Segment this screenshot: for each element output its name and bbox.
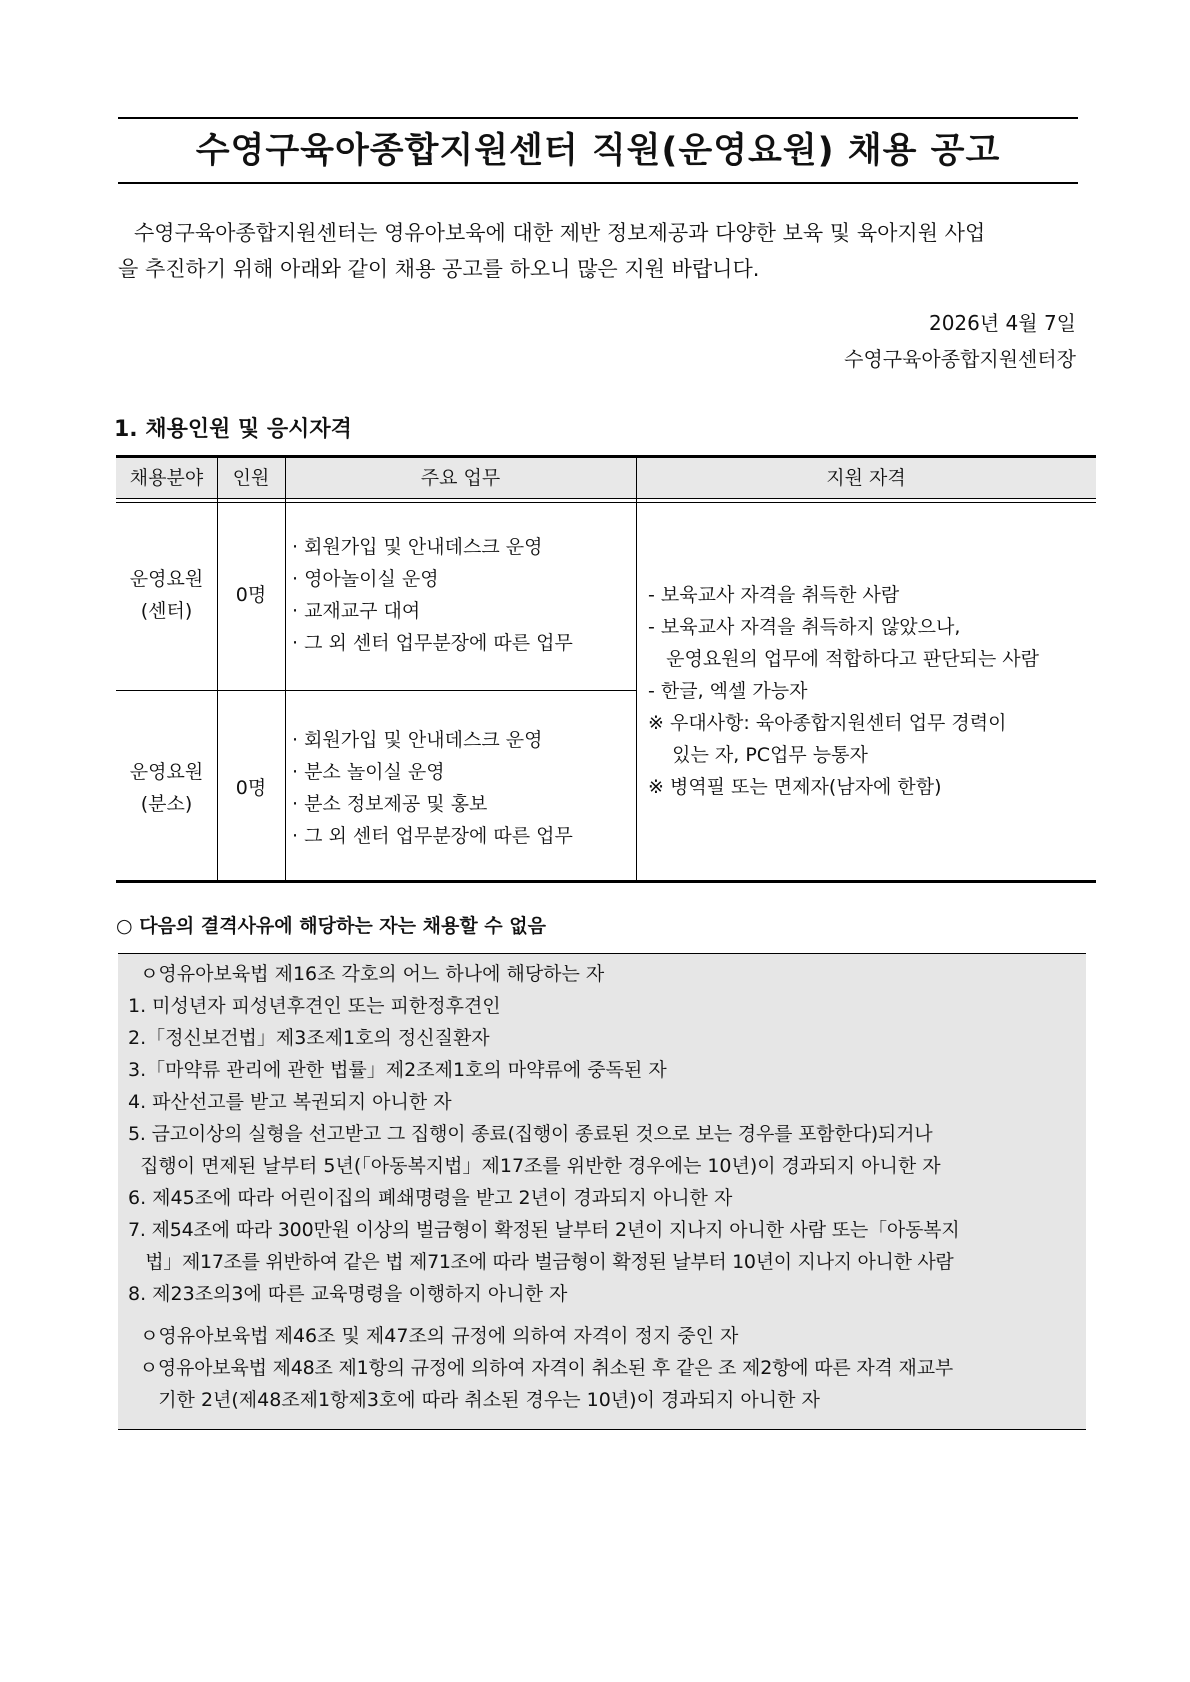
disq-item: ㅇ영유아보육법 제46조 및 제47조의 규정에 의하여 자격이 정지 중인 자 [128,1325,739,1347]
disq-item: 4. 파산선고를 받고 복권되지 아니한 자 [128,1091,452,1113]
announcement-signer: 수영구육아종합지원센터장 [844,347,1076,371]
title-top-rule [118,117,1078,119]
announcement-date: 2026년 4월 7일 [928,311,1076,335]
field-location: (센터) [140,600,193,622]
qualification-item: 있는 자, PC업무 능통자 [648,744,868,766]
intro-line-2: 을 추진하기 위해 아래와 같이 채용 공고를 하오니 많은 지원 바랍니다. [118,257,760,281]
list-spacer [128,1310,1083,1320]
field-name: 운영요원 [129,761,204,783]
disq-item: 7. 제54조에 따라 300만원 이상의 벌금형이 확정된 날부터 2년이 지나지 아니한 사람 또는「아동복지 [128,1219,960,1241]
disq-item: 집행이 면제된 날부터 5년(「아동복지법」제17조를 위반한 경우에는 10년)이 경과되지 아니한 자 [128,1155,941,1177]
table-header-count: 인원 [232,467,270,489]
disq-item: 법」제17조를 위반하여 같은 법 제71조에 따라 벌금형이 확정된 날부터 10년이 지나지 아니한 사람 [128,1251,954,1273]
table-header-double-rule [116,498,1096,503]
qualification-item: 운영요원의 업무에 적합하다고 판단되는 사람 [648,648,1040,670]
table-header-qualifications: 지원 자격 [826,467,906,489]
table-header-duties: 주요 업무 [420,467,501,489]
disq-item: ㅇ영유아보육법 제48조 제1항의 규정에 의하여 자격이 취소된 후 같은 조 제2항에 따른 자격 재교부 [128,1357,954,1379]
field-name: 운영요원 [129,568,204,590]
disq-item: 8. 제23조의3에 따른 교육명령을 이행하지 아니한 자 [128,1283,568,1305]
table-column-divider [217,458,218,880]
table-cell-count: 0명 [235,777,267,799]
disq-item: 기한 2년(제48조제1항제3호에 따라 취소된 경우는 10년)이 경과되지 아니한 자 [128,1389,820,1411]
qualification-item: ※ 우대사항: 육아종합지원센터 업무 경력이 [648,712,1007,734]
duty-item: · 회원가입 및 안내데스크 운영 [292,729,543,751]
disq-item: 6. 제45조에 따라 어린이집의 폐쇄명령을 받고 2년이 경과되지 아니한 자 [128,1187,733,1209]
intro-paragraph [118,215,1078,287]
duty-item: · 분소 놀이실 운영 [292,761,445,783]
table-header-field: 채용분야 [129,467,204,489]
disq-item: 5. 금고이상의 실형을 선고받고 그 집행이 종료(집행이 종료된 것으로 보는 경우를 포함한다)되거나 [128,1123,933,1145]
table-row-divider [116,690,636,691]
table-column-divider [285,458,286,880]
qualification-item: - 한글, 엑셀 가능자 [648,680,808,702]
title-bottom-rule [118,182,1078,184]
disqualification-list [128,958,1083,1416]
table-cell-count: 0명 [235,584,267,606]
disq-item: 3.「마약류 관리에 관한 법률」제2조제1호의 마약류에 중독된 자 [128,1059,667,1081]
duty-item: · 그 외 센터 업무분장에 따른 업무 [292,825,573,847]
recruitment-table [116,455,1096,883]
table-cell-duties [292,724,573,852]
disq-item: 1. 미성년자 피성년후견인 또는 피한정후견인 [128,995,501,1017]
qualification-item: - 보육교사 자격을 취득한 사람 [648,584,900,606]
table-cell-field [116,756,217,820]
table-column-divider [636,458,637,880]
table-cell-field [116,563,217,627]
qualification-item: - 보육교사 자격을 취득하지 않았으나, [648,616,961,638]
disq-item: ㅇ영유아보육법 제16조 각호의 어느 하나에 해당하는 자 [128,963,605,985]
table-cell-qualifications [648,579,1039,803]
intro-line-1: 수영구육아종합지원센터는 영유아보육에 대한 제반 정보제공과 다양한 보육 및 육아지원 사업 [134,221,986,245]
disqualification-box [118,953,1086,1430]
duty-item: · 영아놀이실 운영 [292,568,439,590]
duty-item: · 그 외 센터 업무분장에 따른 업무 [292,632,573,654]
page-title: 수영구육아종합지원센터 직원(운영요원) 채용 공고 [195,131,1001,171]
table-bottom-rule [116,880,1096,883]
duty-item: · 교재교구 대여 [292,600,421,622]
field-location: (분소) [140,793,193,815]
duty-item: · 분소 정보제공 및 홍보 [292,793,488,815]
disq-item: 2.「정신보건법」제3조제1호의 정신질환자 [128,1027,490,1049]
table-cell-duties [292,531,573,659]
section-title-recruitment: 1. 채용인원 및 응시자격 [114,417,352,442]
disqualification-title: ○ 다음의 결격사유에 해당하는 자는 채용할 수 없음 [116,915,546,937]
qualification-item: ※ 병역필 또는 면제자(남자에 한함) [648,776,942,798]
duty-item: · 회원가입 및 안내데스크 운영 [292,536,543,558]
